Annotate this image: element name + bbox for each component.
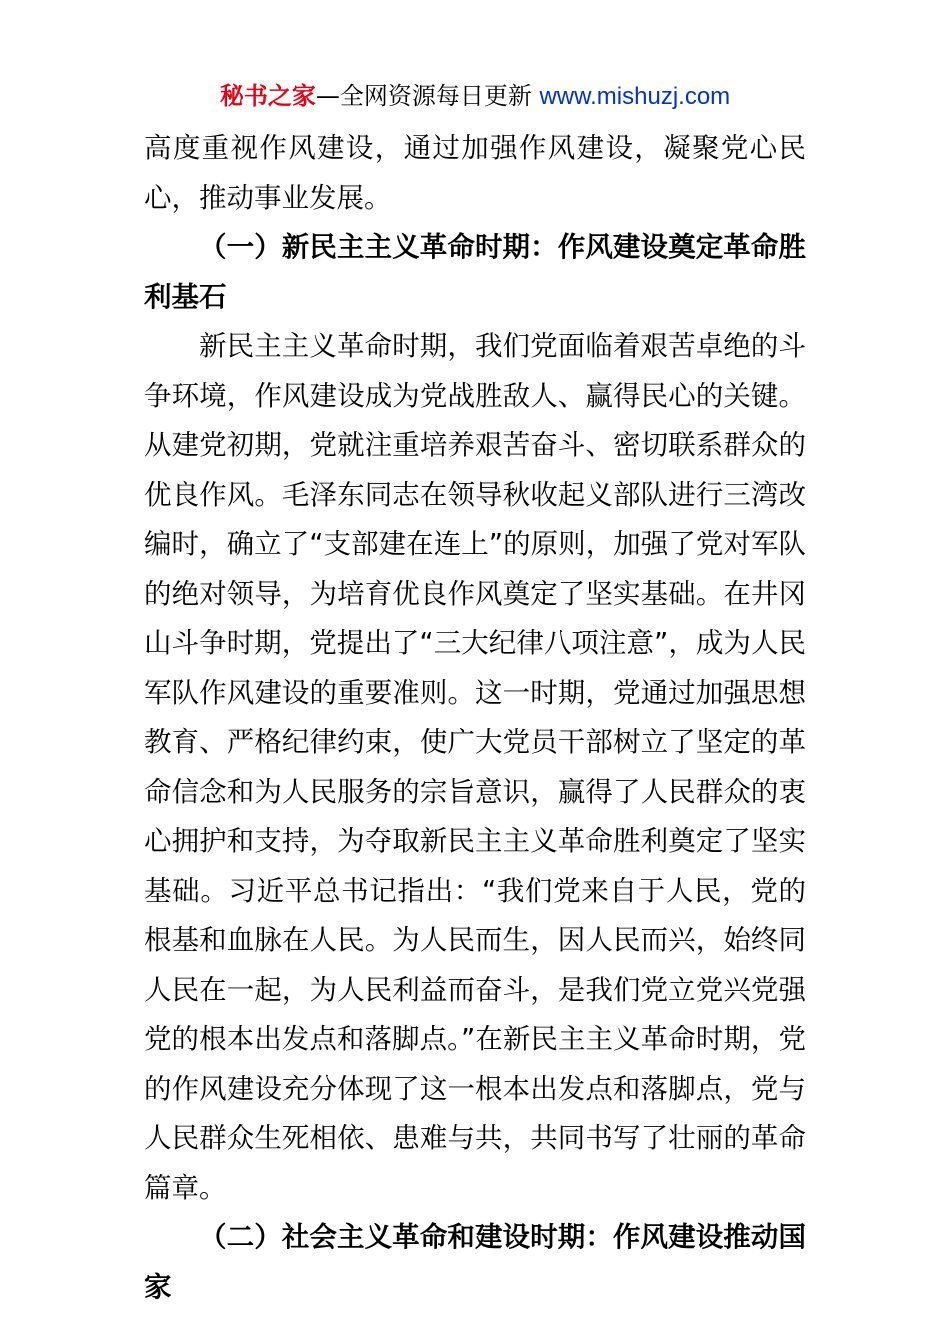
site-url-link[interactable]: www.mishuzj.com (539, 83, 731, 110)
watermark-header (0, 80, 950, 113)
continuation-paragraph: 高度重视作风建设，通过加强作风建设，凝聚党心民心，推动事业发展。 (144, 132, 806, 214)
section-heading-2: （二）社会主义革命和建设时期：作风建设推动国家 (144, 1221, 806, 1303)
brand-name: 秘书之家 (219, 82, 316, 110)
body-paragraph-1: 新民主主义革命时期，我们党面临着艰苦卓绝的斗争环境，作风建设成为党战胜敌人、赢得民心的关键。从建党初期，党就注重培养艰苦奋斗、密切联系群众的优良作风。毛泽东同志在领导秋收起义部队进行三湾改编时，确立了“支部建在连上”的原则，加强了党对军队的绝对领导，为培育优良作风奠定了坚实基础。在井冈山斗争时期，党提出了“三大纪律八项注意”，成为人民军队作风建设的重要准则。这一时期，党通过加强思想教育、严格纪律约束，使广大党员干部树立了坚定的革命信念和为人民服务的宗旨意识，赢得了人民群众的衷心拥护和支持，为夺取新民主主义革命胜利奠定了坚实基础。习近平总书记指出：“我们党来自于人民，党的根基和血脉在人民。为人民而生，因人民而兴，始终同人民在一起，为人民利益而奋斗，是我们党立党兴党强党的根本出发点和落脚点。”在新民主主义革命时期，党的作风建设充分体现了这一根本出发点和落脚点，党与人民群众生死相依、患难与共，共同书写了壮丽的革命篇章。 (144, 330, 806, 1204)
header-tagline: —全网资源每日更新 (315, 82, 540, 110)
section-heading-1: （一）新民主主义革命时期：作风建设奠定革命胜利基石 (144, 231, 806, 313)
document-body (144, 124, 806, 1312)
